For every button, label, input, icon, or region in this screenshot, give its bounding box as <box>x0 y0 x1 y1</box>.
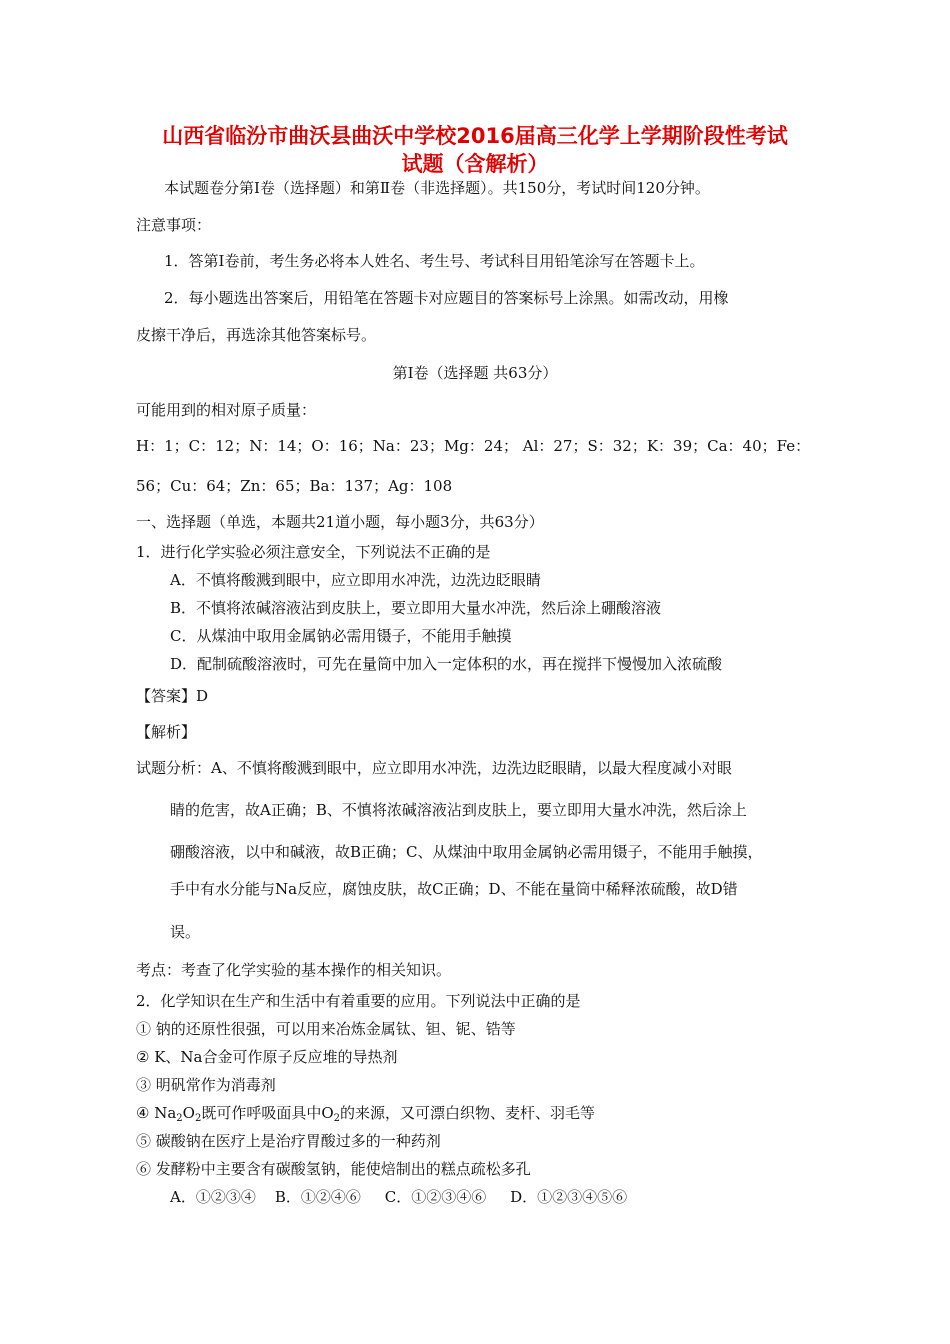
notice-item-1: 1．答第Ⅰ卷前，考生务必将本人姓名、考生号、考试科目用铅笔涂写在答题卡上。 <box>164 252 705 270</box>
q1-analysis-line2: 睛的危害，故A正确；B、不慎将浓碱溶液沾到皮肤上，要立即用大量水冲洗，然后涂上 <box>170 801 747 819</box>
q1-option-a: A．不慎将酸溅到眼中，应立即用水冲洗，边洗边眨眼睛 <box>170 571 541 589</box>
q2-options: A．①②③④ B．①②④⑥ C．①②③④⑥ D．①②③④⑤⑥ <box>170 1188 628 1206</box>
q2-statement-5: ⑤ 碳酸钠在医疗上是治疗胃酸过多的一种药剂 <box>136 1132 441 1150</box>
q2-statement-2: ② K、Na合金可作原子反应堆的导热剂 <box>136 1048 398 1066</box>
q1-exam-point: 考点：考查了化学实验的基本操作的相关知识。 <box>136 961 452 979</box>
part1-heading: 一、选择题（单选，本题共21道小题，每小题3分，共63分） <box>136 513 544 531</box>
atomic-mass-line1: H：1；C：12；N：14；O：16；Na：23；Mg：24； Al：27；S：32；K：39；Ca：40；Fe： <box>136 437 811 455</box>
q2-statement-3: ③ 明矾常作为消毒剂 <box>136 1076 276 1094</box>
q2-statement-4: ④ $Na_2O_2$既可作呼吸面具中$O_2$的来源，又可漂白织物、麦杆、羽毛等 <box>136 1104 596 1124</box>
intro-text: 本试题卷分第Ⅰ卷（选择题）和第Ⅱ卷（非选择题）。共150分，考试时间120分钟。 <box>164 179 710 197</box>
document-title-line1: 山西省临汾市曲沃县曲沃中学校2016届高三化学上学期阶段性考试 <box>162 124 788 148</box>
q1-option-c: C．从煤油中取用金属钠必需用镊子，不能用手触摸 <box>170 627 512 645</box>
notice-heading: 注意事项： <box>136 216 212 234</box>
q2-statement-6: ⑥ 发酵粉中主要含有碳酸氢钠，能使焙制出的糕点疏松多孔 <box>136 1160 531 1178</box>
notice-item-2a: 2．每小题选出答案后，用铅笔在答题卡对应题目的答案标号上涂黑。如需改动，用橡 <box>164 289 729 307</box>
section-header: 第Ⅰ卷（选择题 共63分） <box>392 364 558 382</box>
q1-analysis-line3: 硼酸溶液，以中和碱液，故B正确；C、从煤油中取用金属钠必需用镊子，不能用手触摸， <box>170 843 763 861</box>
q1-stem: 1．进行化学实验必须注意安全，下列说法不正确的是 <box>136 543 491 561</box>
q1-option-b: B．不慎将浓碱溶液沾到皮肤上，要立即用大量水冲洗，然后涂上硼酸溶液 <box>170 599 662 617</box>
atomic-mass-heading: 可能用到的相对原子质量： <box>136 401 317 419</box>
document-title-line2: 试题（含解析） <box>401 152 549 176</box>
q1-analysis-label: 【解析】 <box>136 723 197 741</box>
q2-stem: 2．化学知识在生产和生活中有着重要的应用。下列说法中正确的是 <box>136 992 581 1010</box>
q2-statement-1: ① 钠的还原性很强，可以用来冶炼金属钛、钽、铌、锆等 <box>136 1020 516 1038</box>
q1-analysis-line1: 试题分析：A、不慎将酸溅到眼中，应立即用水冲洗，边洗边眨眼睛，以最大程度减小对眼 <box>136 759 732 777</box>
q1-analysis-line4: 手中有水分能与Na反应，腐蚀皮肤，故C正确；D、不能在量筒中稀释浓硫酸，故D错 <box>170 880 738 898</box>
notice-item-2b: 皮擦干净后，再选涂其他答案标号。 <box>136 326 377 344</box>
q1-option-d: D．配制硫酸溶液时，可先在量筒中加入一定体积的水，再在搅拌下慢慢加入浓硫酸 <box>170 655 723 673</box>
q1-analysis-line5: 误。 <box>170 923 201 941</box>
atomic-mass-line2: 56；Cu：64；Zn：65；Ba：137；Ag：108 <box>136 477 453 495</box>
q1-answer: 【答案】D <box>136 687 209 705</box>
